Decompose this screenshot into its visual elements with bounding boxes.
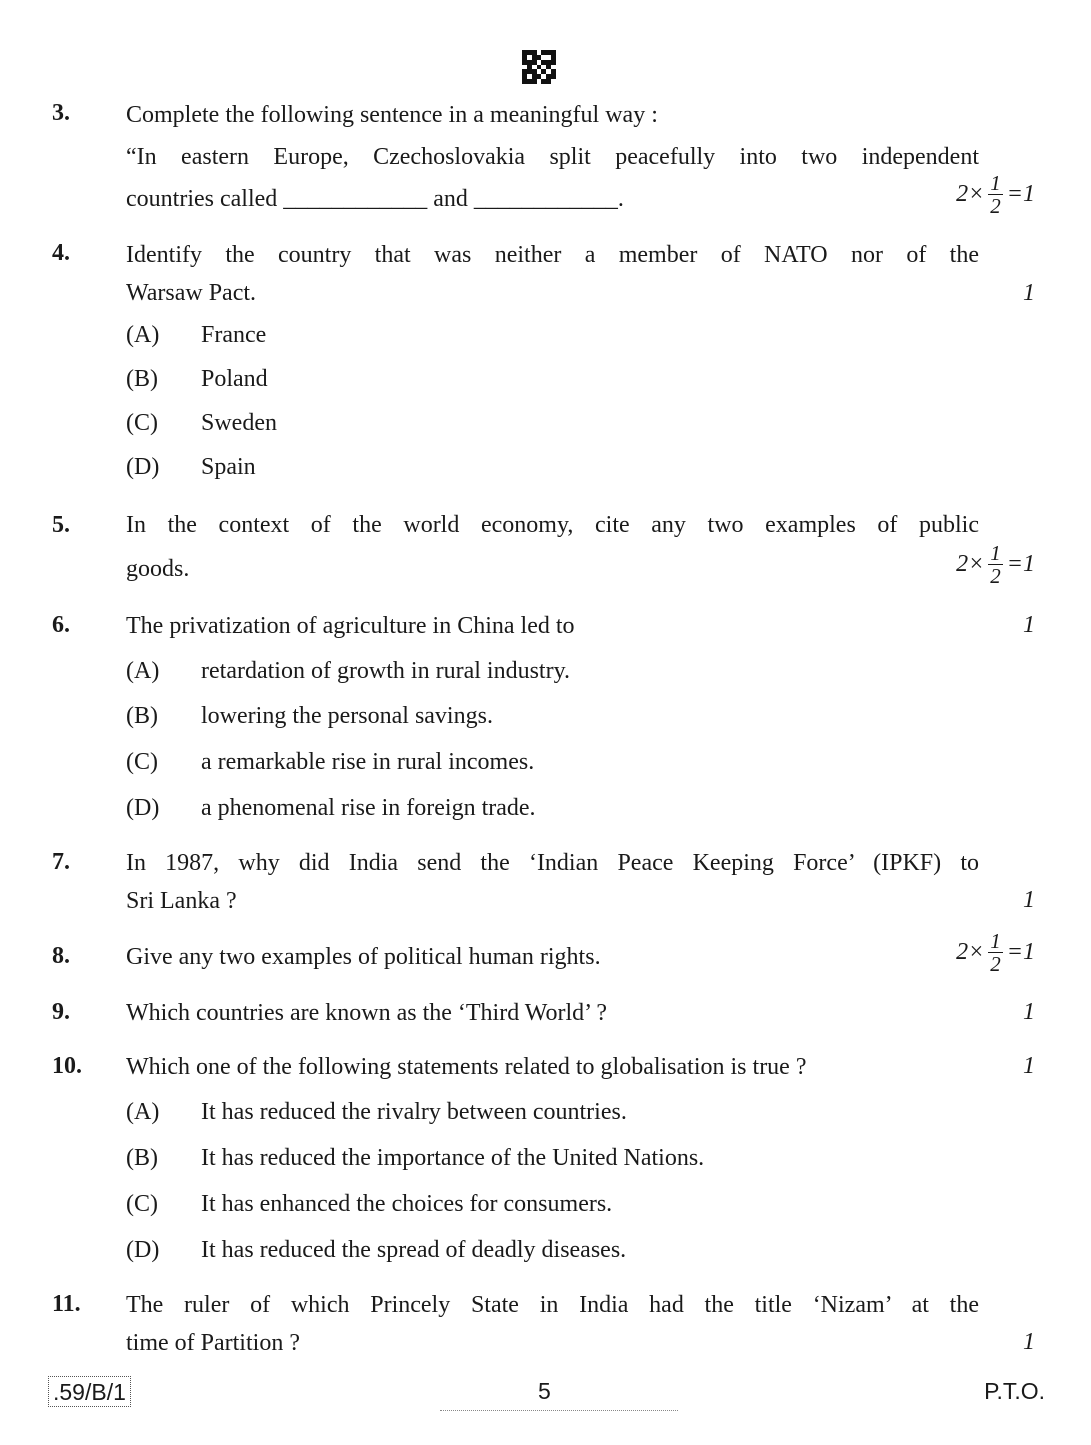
question-text: time of Partition ? bbox=[126, 1330, 300, 1356]
marks: 2× $\frac{1}{2}$ =1 bbox=[956, 929, 1035, 976]
option: (D) Spain bbox=[126, 454, 256, 480]
marks: 1 bbox=[1023, 280, 1035, 306]
marks: 2× $\frac{1}{2}$ =1 bbox=[956, 171, 1035, 218]
option: (D) It has reduced the spread of deadly diseases. bbox=[126, 1237, 627, 1263]
question-text: goods. bbox=[126, 556, 190, 582]
question-number: 9. bbox=[52, 999, 70, 1025]
page-number: 5 bbox=[538, 1378, 551, 1404]
marks: 1 bbox=[1023, 1053, 1035, 1079]
paper-code: .59/B/1 bbox=[48, 1376, 131, 1407]
question-text: In the context of the world economy, cite any two examples of public bbox=[126, 512, 979, 538]
question-text: Which countries are known as the ‘Third World’ ? bbox=[126, 1000, 608, 1026]
question-number: 3. bbox=[52, 100, 70, 126]
marks: 1 bbox=[1023, 999, 1035, 1025]
qr-code-icon bbox=[522, 50, 556, 84]
question-number: 11. bbox=[52, 1291, 81, 1317]
option: (B) lowering the personal savings. bbox=[126, 703, 493, 729]
question-text: Give any two examples of political human rights. bbox=[126, 944, 601, 970]
marks: 2× $\frac{1}{2}$ =1 bbox=[956, 541, 1035, 588]
fraction: $\frac{1}{2}$ bbox=[990, 541, 1001, 588]
question-number: 6. bbox=[52, 612, 70, 638]
question-text: Which one of the following statements related to globalisation is true ? bbox=[126, 1054, 807, 1080]
fraction: $\frac{1}{2}$ bbox=[990, 171, 1001, 218]
question-text: Sri Lanka ? bbox=[126, 888, 237, 914]
question-number: 7. bbox=[52, 849, 70, 875]
option: (A) It has reduced the rivalry between countries. bbox=[126, 1099, 627, 1125]
microtext-line bbox=[440, 1410, 678, 1414]
marks: 1 bbox=[1023, 612, 1035, 638]
option: (B) Poland bbox=[126, 366, 268, 392]
question-text: “In eastern Europe, Czechoslovakia split peacefully into two independent bbox=[126, 144, 979, 170]
option: (C) a remarkable rise in rural incomes. bbox=[126, 749, 535, 775]
option: (D) a phenomenal rise in foreign trade. bbox=[126, 795, 536, 821]
question-text: Identify the country that was neither a member of NATO nor of the bbox=[126, 242, 979, 268]
option: (C) It has enhanced the choices for consumers. bbox=[126, 1191, 613, 1217]
marks: 1 bbox=[1023, 887, 1035, 913]
fraction: $\frac{1}{2}$ bbox=[990, 929, 1001, 976]
question-number: 5. bbox=[52, 512, 70, 538]
option: (A) retardation of growth in rural industry. bbox=[126, 658, 571, 684]
marks: 1 bbox=[1023, 1329, 1035, 1355]
question-text: The ruler of which Princely State in India had the title ‘Nizam’ at the bbox=[126, 1292, 979, 1318]
option: (B) It has reduced the importance of the United Nations. bbox=[126, 1145, 705, 1171]
question-number: 4. bbox=[52, 240, 70, 266]
option: (C) Sweden bbox=[126, 410, 277, 436]
question-text: In 1987, why did India send the ‘Indian Peace Keeping Force’ (IPKF) to bbox=[126, 850, 979, 876]
option: (A) France bbox=[126, 322, 267, 348]
question-text: Complete the following sentence in a meaningful way : bbox=[126, 102, 658, 128]
question-number: 10. bbox=[52, 1053, 82, 1079]
question-text: countries called ____________ and ____________. bbox=[126, 186, 624, 212]
question-text: The privatization of agriculture in China led to bbox=[126, 613, 575, 639]
question-number: 8. bbox=[52, 943, 70, 969]
pto-label: P.T.O. bbox=[984, 1378, 1045, 1404]
question-text: Warsaw Pact. bbox=[126, 280, 257, 306]
